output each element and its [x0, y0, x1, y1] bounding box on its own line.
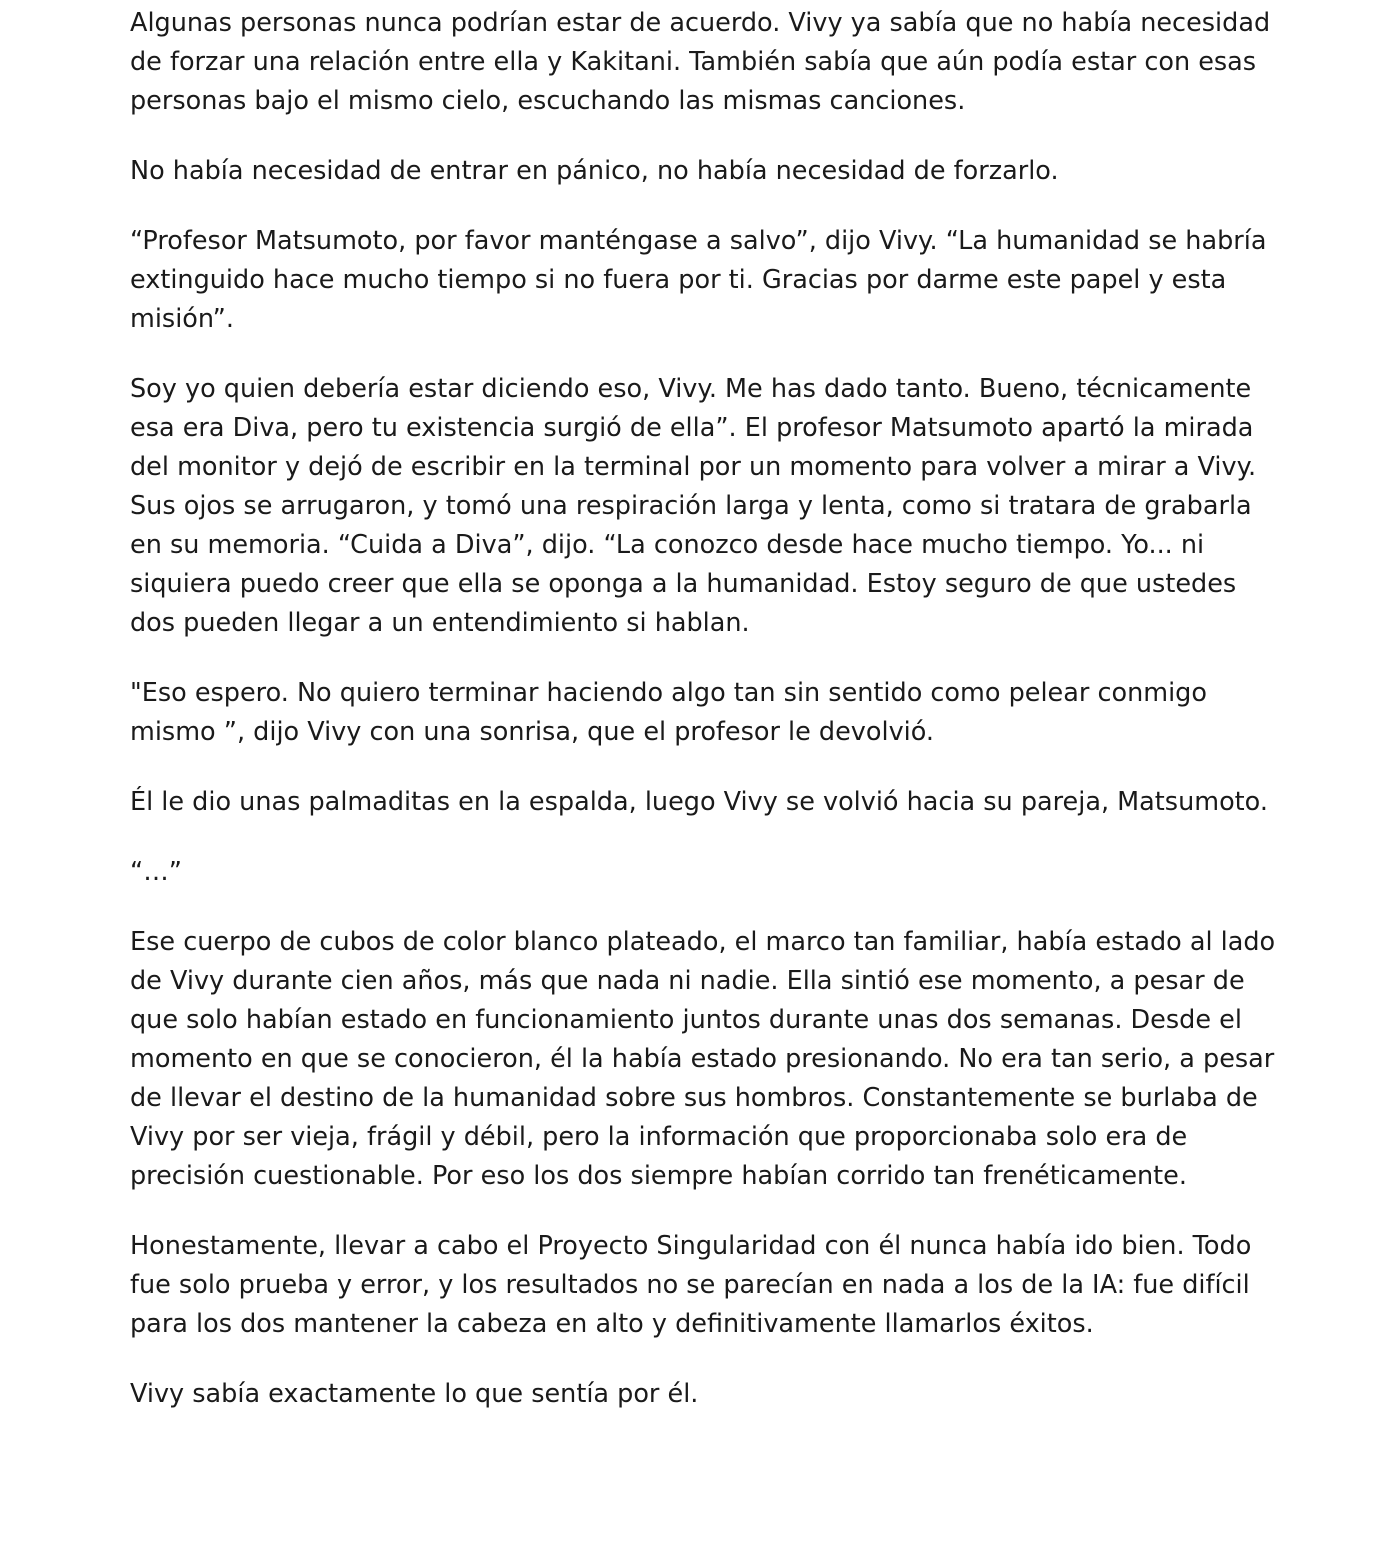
document-page	[130, 4, 1280, 1445]
paragraph-1: Algunas personas nunca podrían estar de acuerdo. Vivy ya sabía que no había necesidad de forzar una relación entre ella y Kakitani. También sabía que aún podía estar con esas personas bajo el mismo cielo, escuchando las mismas canciones.	[130, 8, 1271, 116]
paragraph-8: Ese cuerpo de cubos de color blanco plateado, el marco tan familiar, había estado al lado de Vivy durante cien años, más que nada ni nadie. Ella sintió ese momento, a pesar de que solo habían estado en funcionamiento juntos durante unas dos semanas. Desde el momento en que se conocieron, él la había estado presionando. No era tan serio, a pesar de llevar el destino de la humanidad sobre sus hombros. Constantemente se burlaba de Vivy por ser vieja, frágil y débil, pero la información que proporcionaba solo era de precisión cuestionable. Por eso los dos siempre habían corrido tan frenéticamente.	[130, 927, 1276, 1191]
paragraph-2: No había necesidad de entrar en pánico, no había necesidad de forzarlo.	[130, 156, 1059, 186]
paragraph-5: "Eso espero. No quiero terminar haciendo algo tan sin sentido como pelear conmigo mismo ”, dijo Vivy con una sonrisa, que el profesor le devolvió.	[130, 678, 1207, 747]
paragraph-4: Soy yo quien debería estar diciendo eso, Vivy. Me has dado tanto. Bueno, técnicamente esa era Diva, pero tu existencia surgió de ella”. El profesor Matsumoto apartó la mirada del monitor y dejó de escribir en la terminal por un momento para volver a mirar a Vivy. Sus ojos se arrugaron, y tomó una respiración larga y lenta, como si tratara de grabarla en su memoria. “Cuida a Diva”, dijo. “La conozco desde hace mucho tiempo. Yo... ni siquiera puedo creer que ella se oponga a la humanidad. Estoy seguro de que ustedes dos pueden llegar a un entendimiento si hablan.	[130, 374, 1257, 638]
paragraph-3: “Profesor Matsumoto, por favor manténgase a salvo”, dijo Vivy. “La humanidad se habría extinguido hace mucho tiempo si no fuera por ti. Gracias por darme este papel y esta misión”.	[130, 226, 1267, 334]
paragraph-9: Honestamente, llevar a cabo el Proyecto Singularidad con él nunca había ido bien. Todo fue solo prueba y error, y los resultados no se parecían en nada a los de la IA: fue difícil para los dos mantener la cabeza en alto y definitivamente llamarlos éxitos.	[130, 1231, 1252, 1339]
paragraph-10: Vivy sabía exactamente lo que sentía por él.	[130, 1379, 699, 1409]
paragraph-6: Él le dio unas palmaditas en la espalda, luego Vivy se volvió hacia su pareja, Matsumoto.	[130, 787, 1268, 817]
paragraph-7: “…”	[130, 857, 182, 887]
